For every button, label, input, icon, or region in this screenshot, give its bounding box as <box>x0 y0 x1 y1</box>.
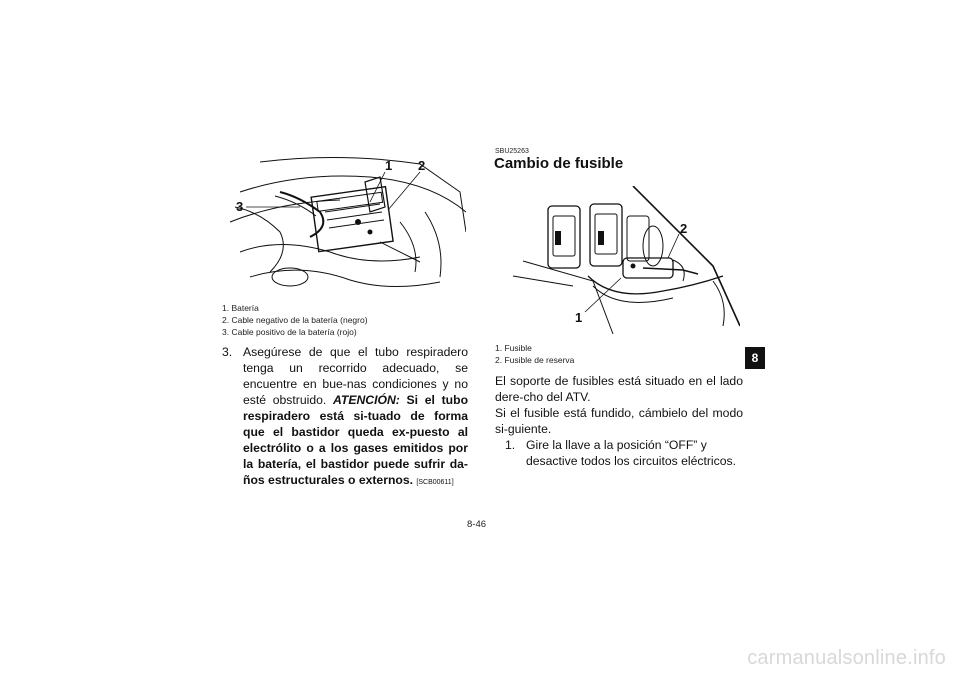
right-body <box>495 373 743 469</box>
page-number: 8-46 <box>467 519 487 530</box>
paragraph: Si el fusible está fundido, cámbielo del modo si-guiente. <box>495 406 743 436</box>
step-instruction: Asegúrese de que el tubo respiradero tenga un recorrido adecuado, se encuentre en bue-nas condiciones y no esté obstruido. <box>243 345 468 407</box>
callout-2: 2 <box>418 158 426 173</box>
callout-2: 2 <box>680 221 688 236</box>
step-number: 1. <box>505 438 516 452</box>
fuse-illustration <box>493 186 740 335</box>
step-text <box>243 344 468 491</box>
chapter-tab: 8 <box>745 347 765 369</box>
callout-3: 3 <box>236 199 244 214</box>
caution-code: [SCB00611] <box>416 479 454 486</box>
caution-label: ATENCIÓN: <box>333 393 400 407</box>
caption-item: 3. Cable positivo de la batería (rojo) <box>222 327 357 337</box>
battery-illustration <box>220 152 466 296</box>
figure2-caption <box>495 342 574 366</box>
step-number: 3. <box>222 345 233 359</box>
figure1-caption <box>222 302 368 338</box>
caption-item: 2. Cable negativo de la batería (negro) <box>222 315 368 325</box>
paragraph: El soporte de fusibles está situado en el lado dere-cho del ATV. <box>495 374 743 404</box>
step-text: Gire la llave a la posición “OFF” y desactive todos los circuitos eléctricos. <box>526 438 736 468</box>
caption-item: 2. Fusible de reserva <box>495 355 575 365</box>
fuse-line-drawing <box>493 186 740 335</box>
left-step <box>222 344 468 491</box>
section-title: Cambio de fusible <box>494 155 624 172</box>
caption-item: 1. Batería <box>222 303 259 313</box>
section-code: SBU25263 <box>495 148 529 155</box>
callout-1: 1 <box>575 310 583 325</box>
caption-item: 1. Fusible <box>495 343 532 353</box>
watermark: carmanualsonline.info <box>747 647 946 669</box>
caution-text: Si el tubo respiradero está si-tuado de forma que el bastidor queda ex-puesto al electrólito o a los gases emitidos por la batería, el bastidor puede sufrir da-ños estructurales o externos. <box>243 393 469 487</box>
right-step <box>505 437 743 469</box>
battery-line-drawing <box>220 152 466 296</box>
callout-1: 1 <box>385 158 393 173</box>
